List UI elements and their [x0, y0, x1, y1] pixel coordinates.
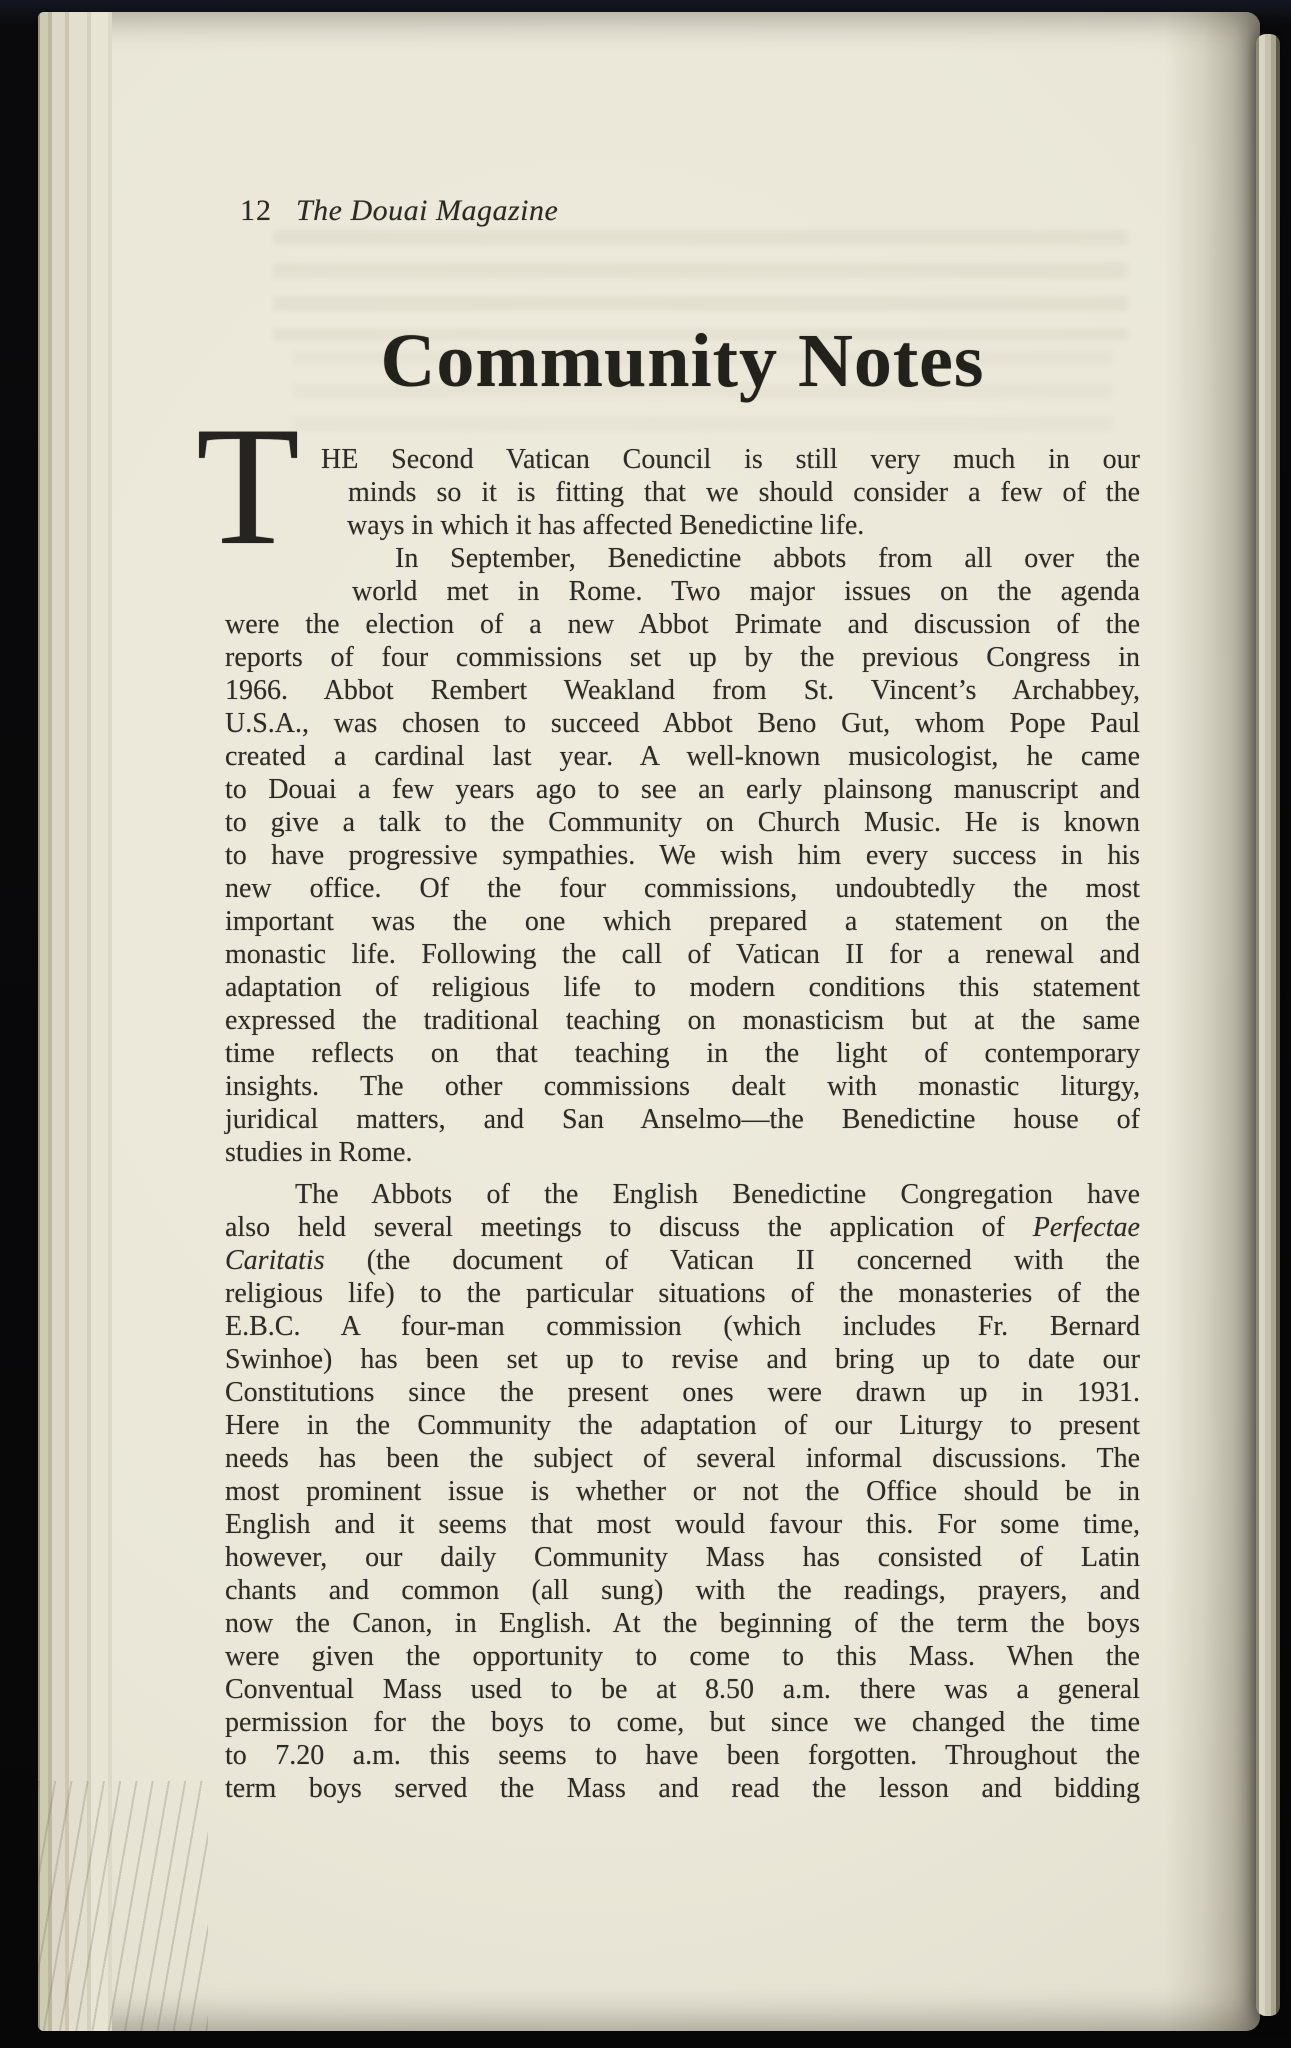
text-line: adaptation of religious life to modern conditions this statement [225, 972, 1140, 1003]
text-line: created a cardinal last year. A well-known musicologist, he came [225, 741, 1140, 772]
text-line: needs has been the subject of several informal discussions. The [225, 1443, 1140, 1474]
text-line: monastic life. Following the call of Vatican II for a renewal and [225, 939, 1140, 970]
text-line: expressed the traditional teaching on monasticism but at the same [225, 1005, 1140, 1036]
text-line: studies in Rome. [225, 1137, 413, 1168]
text-line: insights. The other commissions dealt with monastic liturgy, [225, 1071, 1140, 1102]
text-line: Here in the Community the adaptation of our Liturgy to present [225, 1410, 1140, 1441]
paragraph-1 [225, 443, 1140, 1169]
text-line: juridical matters, and San Anselmo—the Benedictine house of [225, 1104, 1140, 1135]
text-line: U.S.A., was chosen to succeed Abbot Beno Gut, whom Pope Paul [225, 708, 1140, 739]
text-line: E.B.C. A four-man commission (which includes Fr. Bernard [225, 1311, 1140, 1342]
text-line: world met in Rome. Two major issues on the agenda [352, 576, 1140, 607]
text-line: most prominent issue is whether or not the Office should be in [225, 1476, 1140, 1507]
page-right-curvature-shadow [1165, 12, 1260, 2031]
paragraph-2 [225, 1178, 1140, 1805]
text-line: new office. Of the four commissions, undoubtedly the most [225, 873, 1140, 904]
text-line: chants and common (all sung) with the readings, prayers, and [225, 1575, 1140, 1606]
text-line: Caritatis (the document of Vatican II concerned with the [225, 1245, 1140, 1276]
text-line: Conventual Mass used to be at 8.50 a.m. there was a general [225, 1674, 1140, 1705]
book-page [38, 12, 1260, 2031]
drop-cap: T [196, 392, 300, 580]
page-number: 12 [240, 194, 272, 227]
text-line: time reflects on that teaching in the light of contemporary [225, 1038, 1140, 1069]
text-line: The Abbots of the English Benedictine Congregation have [295, 1179, 1140, 1210]
text-line: reports of four commissions set up by the previous Congress in [225, 642, 1140, 673]
text-line: term boys served the Mass and read the lesson and bidding [225, 1773, 1140, 1804]
text-line: In September, Benedictine abbots from all over the [395, 543, 1140, 574]
text-line: ways in which it has affected Benedictine life. [347, 510, 865, 541]
text-line: were the election of a new Abbot Primate and discussion of the [225, 609, 1140, 640]
text-line: to have progressive sympathies. We wish him every success in his [225, 840, 1140, 871]
text-line: to 7.20 a.m. this seems to have been forgotten. Throughout the [225, 1740, 1140, 1771]
text-line: permission for the boys to come, but since we changed the time [225, 1707, 1140, 1738]
text-line: Swinhoe) has been set up to revise and bring up to date our [225, 1344, 1140, 1375]
text-line: to give a talk to the Community on Church Music. He is known [225, 807, 1140, 838]
text-line: 1966. Abbot Rembert Weakland from St. Vincent’s Archabbey, [225, 675, 1140, 706]
page-stack-left-edges [38, 12, 126, 2031]
text-line: minds so it is fitting that we should consider a few of the [348, 477, 1140, 508]
text-line: now the Canon, in English. At the beginning of the term the boys [225, 1608, 1140, 1639]
text-line: HE Second Vatican Council is still very much in our [321, 444, 1140, 475]
magazine-title: The Douai Magazine [296, 194, 559, 227]
text-line: were given the opportunity to come to this Mass. When the [225, 1641, 1140, 1672]
page-fore-edge-right [1256, 34, 1280, 2016]
text-line: important was the one which prepared a statement on the [225, 906, 1140, 937]
text-line: to Douai a few years ago to see an early plainsong manuscript and [225, 774, 1140, 805]
text-line: English and it seems that most would favour this. For some time, [225, 1509, 1140, 1540]
text-column [196, 12, 1140, 2031]
page-stack-corner-fan [38, 1781, 208, 2031]
text-line: religious life) to the particular situations of the monasteries of the [225, 1278, 1140, 1309]
text-line: however, our daily Community Mass has consisted of Latin [225, 1542, 1140, 1573]
text-line: also held several meetings to discuss the application of Perfectae [225, 1212, 1140, 1243]
text-line: Constitutions since the present ones were drawn up in 1931. [225, 1377, 1140, 1408]
article-title: Community Notes [380, 319, 985, 403]
